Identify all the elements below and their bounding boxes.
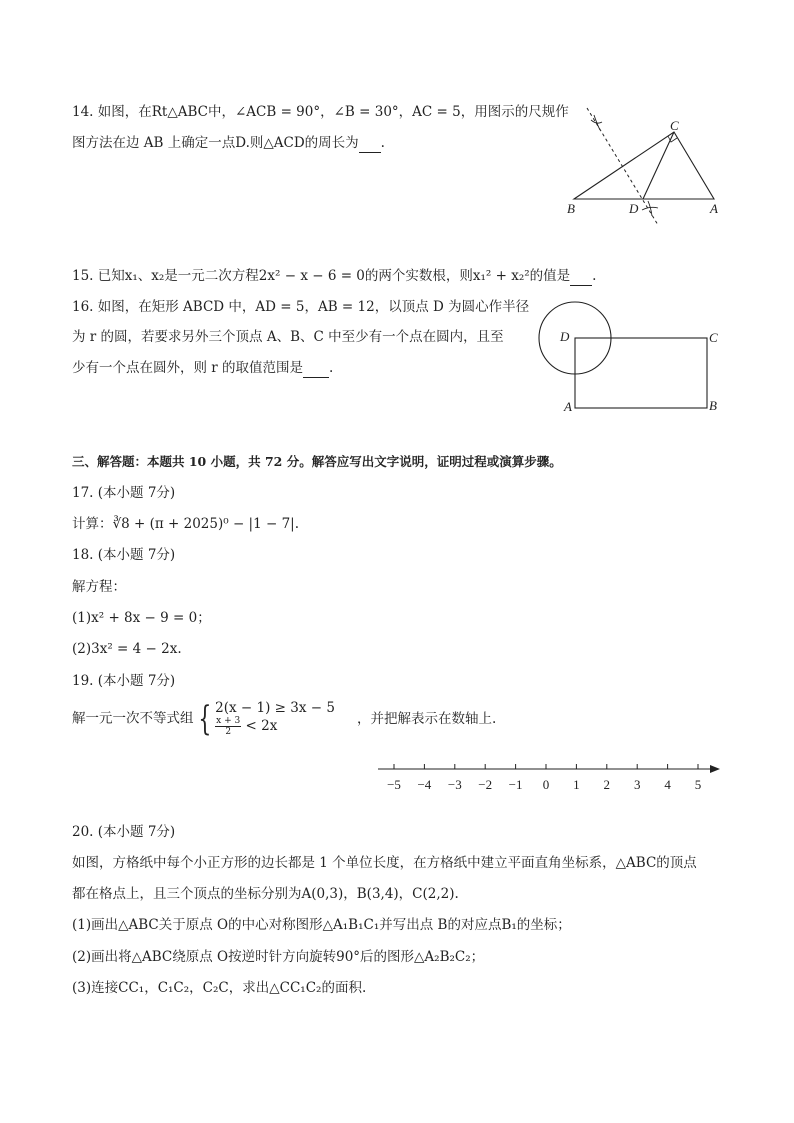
q19-brace: { (197, 698, 211, 739)
q17-body: 计算：∛8 + (π + 2025)⁰ − |1 − 7|. (72, 516, 300, 532)
q17-header: 17. (本小题 7分) (72, 485, 176, 501)
q19-number-line (370, 755, 730, 797)
q14-label-c: C (670, 118, 679, 133)
q15-end: . (592, 268, 597, 284)
q15-answer-blank (570, 271, 592, 286)
number-line-label: 2 (603, 777, 611, 792)
q14-arc-mark-top (591, 115, 602, 130)
number-line-label: −2 (478, 777, 493, 792)
q14-label-b: B (567, 201, 575, 216)
section3-heading: 三、解答题：本题共 10 小题，共 72 分。解答应写出文字说明，证明过程或演算步骤。 (72, 454, 562, 469)
number-line-label: 3 (633, 777, 641, 792)
number-line-label: 5 (694, 777, 702, 792)
q20-part2: (2)画出将△ABC绕原点 O按逆时针方向旋转90°后的图形△A₂B₂C₂； (72, 949, 485, 965)
q19-fraction (215, 716, 241, 737)
q15-line (72, 266, 596, 286)
q20-header: 20. (本小题 7分) (72, 824, 176, 840)
q16-line3 (72, 358, 333, 378)
q20-line2: 都在格点上，且三个顶点的坐标分别为A(0,3)，B(3,4)，C(2,2). (72, 886, 459, 902)
q16-rectangle-figure (530, 295, 730, 420)
q16-line2: 为 r 的圆，若要求另外三个顶点 A、B、C 中至少有一个点在圆内，且至 (72, 329, 504, 345)
number-line-label: −1 (508, 777, 523, 792)
q16-label-b: B (709, 398, 717, 413)
q19-post: ，并把解表示在数轴上. (356, 710, 497, 727)
q18-header: 18. (本小题 7分) (72, 547, 176, 563)
q14-line1: 14. 如图，在Rt△ABC中，∠ACB = 90°，∠B = 30°，AC = 5，用图示的尺规作 (72, 104, 569, 120)
q14-line2-end: . (380, 135, 385, 151)
number-line-label: 0 (542, 777, 550, 792)
q20-line1: 如图，方格纸中每个小正方形的边长都是 1 个单位长度，在方格纸中建立平面直角坐标系，△ABC的顶点 (72, 855, 697, 871)
q19-inequalities (215, 700, 335, 737)
q19-system (72, 700, 496, 737)
q14-line2-text: 图方法在边 AB 上确定一点D.则△ACD的周长为 (72, 135, 359, 151)
q14-answer-blank (359, 138, 381, 153)
q19-header: 19. (本小题 7分) (72, 673, 176, 689)
number-line-label: 1 (573, 777, 580, 792)
q19-ineq1: 2(x − 1) ≥ 3x − 5 (215, 700, 335, 716)
q15-text: 15. 已知x₁、x₂是一元二次方程2x² − x − 6 = 0的两个实数根，则x₁² + x₂²的值是 (72, 268, 571, 284)
q14-line2 (72, 133, 385, 153)
q18-part2: (2)3x² = 4 − 2x. (72, 641, 182, 657)
q19-frac-num: x + 3 (216, 716, 241, 726)
q19-ineq2-rest: < 2x (245, 718, 278, 734)
q14-triangle-abc (574, 132, 714, 199)
q14-triangle-figure (560, 100, 730, 230)
q16-answer-blank (303, 363, 329, 378)
q20-part1: (1)画出△ABC关于原点 O的中心对称图形△A₁B₁C₁并写出点 B的对应点B₁的坐标； (72, 917, 571, 933)
q16-rectangle-abcd (575, 338, 707, 408)
q20-part3: (3)连接CC₁，C₁C₂，C₂C，求出△CC₁C₂的面积. (72, 980, 367, 996)
q16-line3-text: 少有一个点在圆外，则 r 的取值范围是 (72, 360, 304, 376)
q18-intro: 解方程： (72, 579, 126, 595)
q16-label-c: C (709, 330, 718, 345)
q16-line3-end: . (329, 360, 334, 376)
number-line-label: −3 (447, 777, 462, 792)
q18-part1: (1)x² + 8x − 9 = 0； (72, 610, 211, 626)
q16-line1: 16. 如图，在矩形 ABCD 中，AD = 5，AB = 12，以顶点 D 为圆心作半径 (72, 299, 530, 315)
q14-label-a: A (710, 201, 718, 216)
q19-ineq2 (215, 716, 335, 737)
number-line-arrow (710, 765, 720, 773)
q14-label-d: D (629, 201, 639, 216)
q14-arc-mark-bottom (642, 201, 658, 216)
q16-label-a: A (564, 399, 572, 414)
number-line-label: −5 (387, 777, 401, 792)
q16-label-d: D (560, 329, 570, 344)
number-line-label: 4 (664, 777, 671, 792)
q19-pre: 解一元一次不等式组 (72, 710, 194, 727)
q19-frac-den: 2 (225, 727, 232, 737)
number-line-label: −4 (417, 777, 432, 792)
